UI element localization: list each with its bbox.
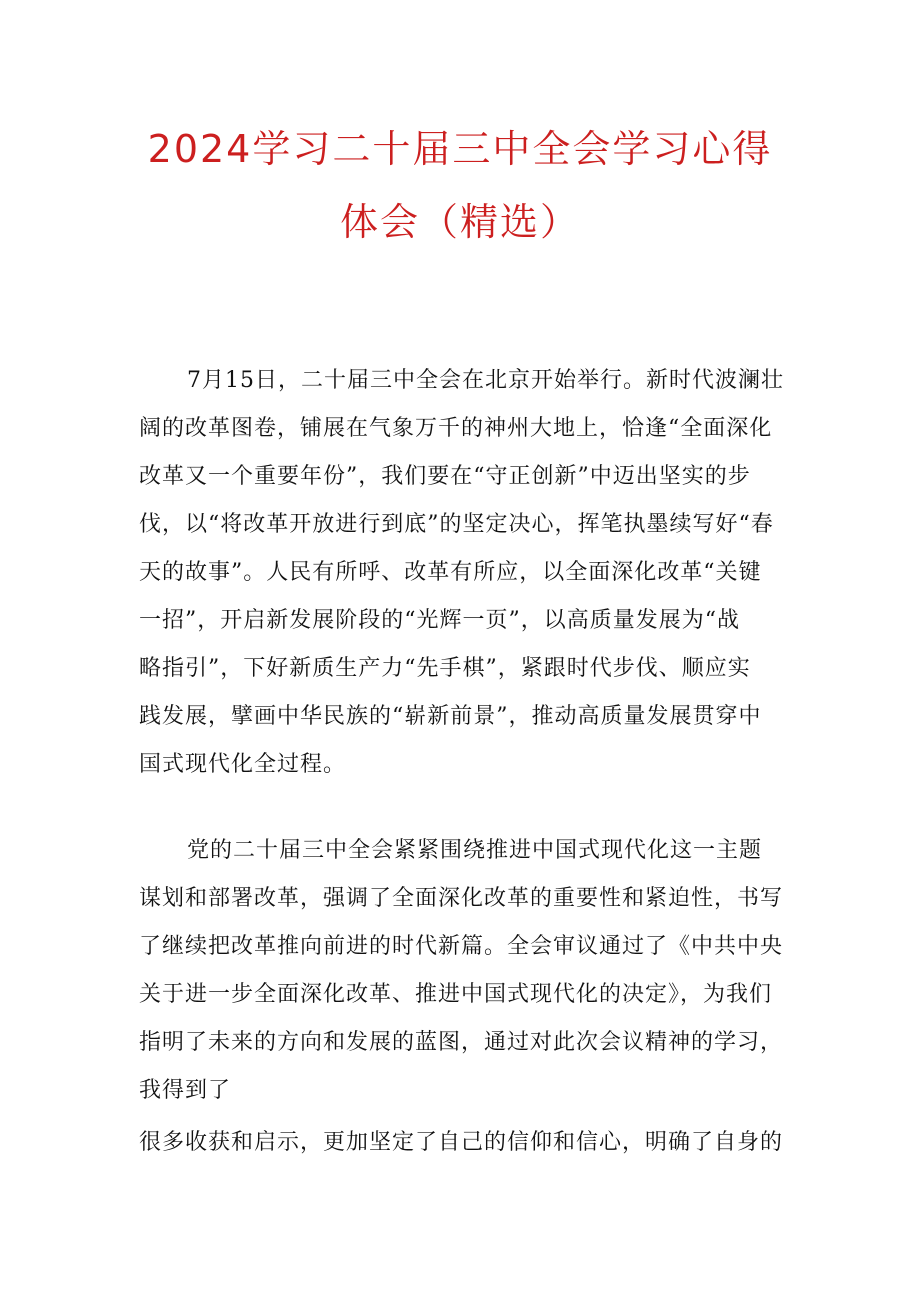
document-title-line-1: 2024学习二十届三中全会学习心得 xyxy=(147,127,773,171)
paragraph-1-line-5: 天的故事”。人民有所呼、改革有所应，以全面深化改革“关键 xyxy=(139,560,762,585)
paragraph-1-line-3: 改革又一个重要年份”，我们要在“守正创新”中迈出坚实的步 xyxy=(139,464,751,489)
paragraph-2-line-7: 很多收获和启示，更加坚定了自己的信仰和信心，明确了自身的 xyxy=(139,1130,784,1155)
paragraph-2-line-5: 指明了未来的方向和发展的蓝图，通过对此次会议精神的学习， xyxy=(139,1030,784,1055)
paragraph-1-line-9: 国式现代化全过程。 xyxy=(139,752,347,777)
paragraph-1-line-7: 略指引”，下好新质生产力“先手棋”，紧跟时代步伐、顺应实 xyxy=(139,656,751,681)
paragraph-2-line-2: 谋划和部署改革，强调了全面深化改革的重要性和紧迫性，书写 xyxy=(139,886,784,911)
paragraph-2-line-3: 了继续把改革推向前进的时代新篇。全会审议通过了《中共中央 xyxy=(139,934,784,959)
document-title-line-2: 体会（精选） xyxy=(339,200,580,244)
paragraph-2-line-4: 关于进一步全面深化改革、推进中国式现代化的决定》，为我们 xyxy=(139,982,773,1007)
paragraph-1-line-1: 7月15日，二十届三中全会在北京开始举行。新时代波澜壮 xyxy=(187,368,784,393)
paragraph-2-line-1: 党的二十届三中全会紧紧围绕推进中国式现代化这一主题 xyxy=(187,838,763,863)
paragraph-1-line-2: 阔的改革图卷，铺展在气象万千的神州大地上，恰逢“全面深化 xyxy=(139,416,773,441)
paragraph-2-line-6: 我得到了 xyxy=(139,1078,232,1103)
paragraph-1-line-6: 一招”，开启新发展阶段的“光辉一页”，以高质量发展为“战 xyxy=(139,608,740,633)
paragraph-1-line-8: 践发展，擘画中华民族的“崭新前景”，推动高质量发展贯穿中 xyxy=(139,704,762,729)
paragraph-1-line-4: 伐，以“将改革开放进行到底”的坚定决心，挥笔执墨续写好“春 xyxy=(139,512,774,537)
